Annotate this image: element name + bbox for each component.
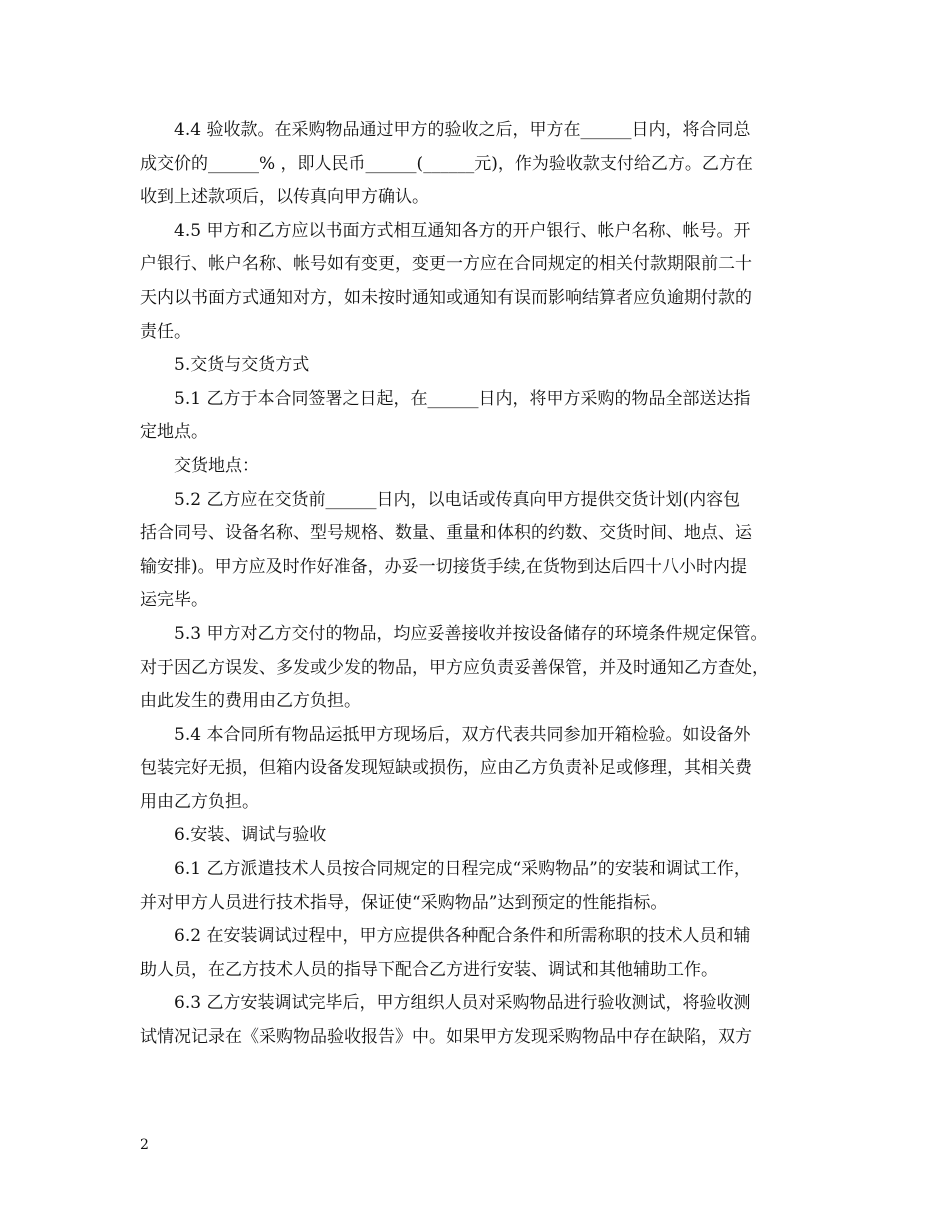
- text-line: 成交价的______% ，即人民币______(______元)，作为验收款支付给乙方。乙方在: [140, 153, 753, 174]
- text-line: 天内以书面方式通知对方，如未按时通知或通知有误而影响结算者应负逾期付款的: [140, 287, 752, 308]
- text-line: 括合同号、设备名称、型号规格、数量、重量和体积的约数、交货时间、地点、运: [140, 523, 752, 544]
- text-line: 5.1 乙方于本合同签署之日起，在______日内，将甲方采购的物品全部送达指: [174, 388, 751, 409]
- page-number: 2: [140, 1137, 149, 1153]
- text-line: 户银行、帐户名称、帐号如有变更，变更一方应在合同规定的相关付款期限前二十: [140, 254, 752, 275]
- text-line: 6.2 在安装调试过程中，甲方应提供各种配合条件和所需称职的技术人员和辅: [174, 926, 751, 947]
- text-line: 包装完好无损，但箱内设备发现短缺或损伤，应由乙方负责补足或修理，其相关费: [140, 758, 752, 779]
- text-line: 助人员，在乙方技术人员的指导下配合乙方进行安装、调试和其他辅助工作。: [140, 959, 718, 980]
- delivery-location: [140, 450, 812, 484]
- clause-4-4: [140, 114, 812, 215]
- clause-6-1: [140, 853, 812, 920]
- text-line: 用由乙方负担。: [140, 791, 259, 812]
- text-line: 定地点。: [140, 422, 208, 443]
- clause-6-3: [140, 987, 812, 1054]
- text-line: 由此发生的费用由乙方负担。: [140, 691, 361, 712]
- clause-5-2: [140, 484, 812, 618]
- section-heading-5: [140, 349, 812, 383]
- text-line: 试情况记录在《采购物品验收报告》中。如果甲方发现采购物品中存在缺陷，双方: [140, 1027, 752, 1048]
- text-line: 4.4 验收款。在采购物品通过甲方的验收之后，甲方在______日内，将合同总: [174, 120, 751, 140]
- text-line: 责任。: [140, 321, 191, 342]
- text-line: 5.3 甲方对乙方交付的物品，均应妥善接收并按设备储存的环境条件规定保管。: [174, 623, 768, 644]
- text-line: 对于因乙方误发、多发或少发的物品，甲方应负责妥善保管，并及时通知乙方查处，: [140, 657, 769, 678]
- clause-4-5: [140, 215, 812, 349]
- text-line: 6.1 乙方派遣技术人员按合同规定的日程完成“采购物品”的安装和调试工作，: [174, 859, 751, 880]
- text-line: 收到上述款项后，以传真向甲方确认。: [140, 187, 429, 208]
- text-line: 输安排)。甲方应及时作好准备，办妥一切接货手续,在货物到达后四十八小时内提: [140, 556, 748, 577]
- text-line: 交货地点：: [174, 455, 259, 476]
- section-heading: 6.安装、调试与验收: [174, 825, 327, 846]
- clause-5-3: [140, 618, 812, 719]
- section-heading-6: [140, 819, 812, 853]
- text-line: 5.2 乙方应在交货前______日内，以电话或传真向甲方提供交货计划(内容包: [174, 489, 741, 510]
- clause-5-1: [140, 383, 812, 450]
- text-line: 5.4 本合同所有物品运抵甲方现场后，双方代表共同参加开箱检验。如设备外: [174, 724, 751, 745]
- document-body: [140, 114, 812, 1055]
- text-line: 4.5 甲方和乙方应以书面方式相互通知各方的开户银行、帐户名称、帐号。开: [174, 220, 751, 241]
- clause-6-2: [140, 920, 812, 987]
- clause-5-4: [140, 719, 812, 820]
- text-line: 6.3 乙方安装调试完毕后，甲方组织人员对采购物品进行验收测试，将验收测: [174, 993, 751, 1014]
- text-line: 运完毕。: [140, 590, 208, 611]
- text-line: 并对甲方人员进行技术指导，保证使“采购物品”达到预定的性能指标。: [140, 892, 668, 913]
- section-heading: 5.交货与交货方式: [174, 355, 310, 376]
